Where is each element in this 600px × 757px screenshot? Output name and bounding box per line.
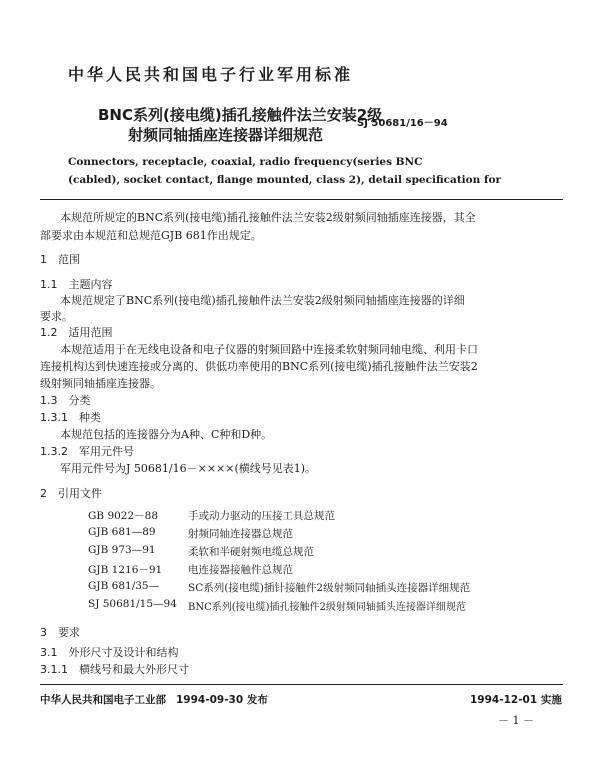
reference-code: GJB 1216－91 [88,564,163,576]
standard-number: SJ 50681/16－94 [357,118,448,129]
section-1-2-heading: 1.2 适用范围 [40,326,113,339]
reference-title: SC系列(接电缆)插针接触件2级射频同轴插头连接器详细规范 [188,582,471,594]
section-1-3-heading: 1.3 分类 [40,394,91,407]
section-2-heading: 2 引用文件 [40,487,102,500]
reference-title: 柔软和半硬射频电缆总规范 [188,546,314,558]
reference-title: 射频同轴连接器总规范 [188,528,293,540]
section-3-heading: 3 要求 [40,626,80,639]
standard-category-header: 中华人民共和国电子行业军用标准 [68,65,354,84]
reference-code: SJ 50681/15—94 [88,598,177,610]
issue-date: 1994-09-30 发布 [176,694,268,706]
section-3-1-1-heading: 3.1.1 横线号和最大外形尺寸 [40,663,189,676]
english-title-line2: (cabled), socket contact, flange mounted, class 2), detail specification for [68,174,502,186]
footer-divider [40,684,563,685]
section-1-3-2-heading: 1.3.2 军用元件号 [40,445,134,458]
section-1-2-text-line1: 本规范适用于在无线电设备和电子仪器的射频回路中连接柔软射频同轴电缆、利用卡口 [60,343,478,356]
section-1-3-1-heading: 1.3.1 种类 [40,411,101,424]
reference-title: 电连接器接触件总规范 [188,564,293,576]
reference-title: BNC系列(接电缆)插孔接触件2级射频同轴插头连接器详细规范 [188,602,466,613]
page-number: － 1 － [498,714,534,727]
section-1-3-1-text: 本规范包括的连接器分为A种、C种和D种。 [60,428,273,441]
effective-date: 1994-12-01 实施 [470,694,562,706]
section-1-3-2-text: 军用元件号为J 50681/16－××××(横线号见表1)。 [60,462,317,475]
reference-code: GJB 681—89 [88,526,156,538]
section-1-2-text-line3: 级射频同轴插座连接器。 [40,377,161,390]
document-title-line2: 射频同轴插座连接器详细规范 [128,126,324,144]
section-1-heading: 1 范围 [40,253,80,266]
section-1-1-text-line1: 本规范规定了BNC系列(接电缆)插孔接触件法兰安装2级射频同轴插座连接器的详细 [60,294,465,307]
reference-title: 手或动力驱动的压接工具总规范 [188,510,335,522]
reference-code: GJB 973—91 [88,544,156,556]
document-title-line1: BNC系列(接电缆)插孔接触件法兰安装2级 [98,106,383,124]
section-1-1-heading: 1.1 主题内容 [40,278,113,291]
english-title-line1: Connectors, receptacle, coaxial, radio frequency(series BNC [68,156,423,168]
intro-line2: 部要求由本规范和总规范GJB 681作出规定。 [40,229,262,242]
section-1-2-text-line2: 连接机构达到快速连接或分离的、供低功率使用的BNC系列(接电缆)插孔接触件法兰安装2 [40,360,478,373]
section-1-1-text-line2: 要求。 [40,310,73,323]
reference-code: GJB 681/35— [88,580,160,592]
section-3-1-heading: 3.1 外形尺寸及设计和结构 [40,646,179,659]
intro-line1: 本规范所规定的BNC系列(接电缆)插孔接触件法兰安装2级射频同轴插座连接器，其全 [60,211,476,224]
issuing-authority: 中华人民共和国电子工业部 [40,694,166,706]
title-divider [40,199,563,200]
reference-code: GB 9022－88 [88,510,159,522]
